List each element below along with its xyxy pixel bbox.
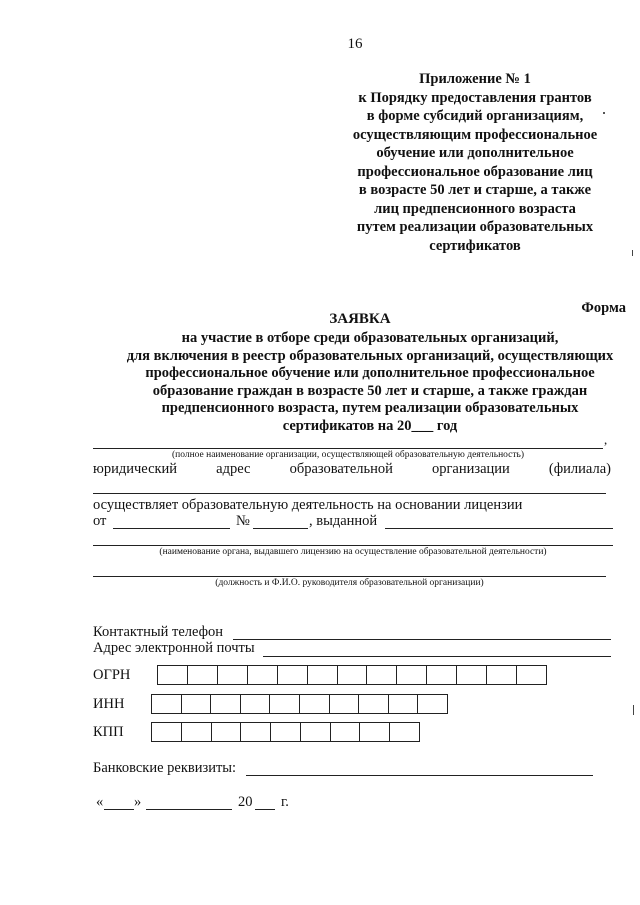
org-name-caption: (полное наименование организации, осуществляющей образовательную деятельность) [171,450,525,460]
email-field[interactable] [263,641,611,657]
subtitle-line: профессиональное обучение или дополнительное профессиональное [145,365,595,381]
document-subtitle [70,330,640,435]
ogrn-cell[interactable] [367,666,397,684]
phone-field[interactable] [233,624,611,640]
scan-speck [603,112,605,114]
inn-cell[interactable] [211,695,241,713]
license-number-field[interactable] [253,513,308,529]
ogrn-cell[interactable] [338,666,368,684]
appendix-line: Приложение № 1 [419,71,531,87]
appendix-line: путем реализации образовательных [356,219,594,235]
form-label: Форма [581,300,626,316]
scan-speck [633,705,634,715]
license-text: осуществляет образовательную деятельность на основании лицензии [93,497,523,513]
page-number: 16 [347,36,363,52]
appendix-line: в форме субсидий организациям, [366,108,584,124]
license-issuer-caption: (наименование органа, выдавшего лицензию на осуществление образовательной деятельности) [159,547,547,557]
ogrn-cell[interactable] [308,666,338,684]
appendix-line: осуществляющим профессиональное [352,126,598,143]
document-title: ЗАЯВКА [329,311,391,327]
ogrn-cell[interactable] [397,666,427,684]
kpp-cell[interactable] [360,723,390,741]
legal-address-row [93,461,611,478]
inn-cell[interactable] [418,695,447,713]
inn-cell[interactable] [182,695,212,713]
bank-field[interactable] [246,760,593,776]
date-quote-open: « [96,794,104,810]
inn-label: ИНН [93,696,125,712]
subtitle-line: предпенсионного возраста, путем реализации образовательных [161,400,579,416]
subtitle-line: образование граждан в возрасте 50 лет и старше, а также граждан [152,382,588,399]
kpp-cell[interactable] [390,723,419,741]
ogrn-cell[interactable] [278,666,308,684]
kpp-cell[interactable] [301,723,331,741]
kpp-cells[interactable] [151,722,420,742]
license-number-label: № [236,513,250,529]
date-year-field[interactable] [255,794,275,810]
appendix-line: обучение или дополнительное [376,145,574,161]
ogrn-label: ОГРН [93,667,131,683]
bank-label: Банковские реквизиты: [93,760,237,776]
ogrn-cell[interactable] [248,666,278,684]
kpp-cell[interactable] [152,723,182,741]
legal-address-word: (филиала) [548,461,611,477]
ogrn-cell[interactable] [517,666,546,684]
org-name-field[interactable] [93,434,603,449]
kpp-cell[interactable] [182,723,212,741]
date-suffix: г. [281,794,289,810]
legal-address-word: образовательной [289,461,393,477]
inn-cell[interactable] [300,695,330,713]
phone-label: Контактный телефон [93,624,224,640]
head-field[interactable] [93,562,606,577]
ogrn-cell[interactable] [158,666,188,684]
appendix-line: к Порядку предоставления грантов [358,89,592,106]
inn-cells[interactable] [151,694,448,714]
subtitle-line: на участие в отборе среди образовательных организаций, [181,330,559,346]
kpp-cell[interactable] [331,723,361,741]
legal-address-word: юридический [93,461,178,477]
date-quote-close: » [134,794,142,810]
kpp-label: КПП [93,724,124,740]
inn-cell[interactable] [359,695,389,713]
date-year-prefix: 20 [238,794,253,810]
license-issuer-line[interactable] [93,531,613,546]
appendix-line: лиц предпенсионного возраста [374,200,576,217]
license-issued-label: , выданной [309,513,378,529]
scan-speck [632,250,633,256]
inn-cell[interactable] [389,695,419,713]
license-date-field[interactable] [113,513,230,529]
ogrn-cell[interactable] [457,666,487,684]
kpp-cell[interactable] [241,723,271,741]
inn-cell[interactable] [270,695,300,713]
subtitle-line: сертификатов на 20___ год [282,417,458,434]
ogrn-cell[interactable] [218,666,248,684]
kpp-cell[interactable] [271,723,301,741]
kpp-cell[interactable] [212,723,242,741]
legal-address-word: организации [431,461,510,477]
legal-address-field[interactable] [93,479,606,494]
license-issuer-field[interactable] [385,513,613,529]
date-row [96,794,306,812]
inn-cell[interactable] [330,695,360,713]
ogrn-cell[interactable] [188,666,218,684]
date-month-field[interactable] [146,794,232,810]
email-label: Адрес электронной почты [93,640,255,656]
appendix-header [330,70,620,255]
appendix-line: профессиональное образование лиц [357,163,593,180]
legal-address-word: адрес [216,461,251,477]
ogrn-cell[interactable] [487,666,517,684]
date-day-field[interactable] [104,794,134,810]
ogrn-cells[interactable] [157,665,547,685]
org-name-comma: , [604,432,608,447]
inn-cell[interactable] [152,695,182,713]
subtitle-line: для включения в реестр образовательных организаций, осуществляющих [126,347,614,364]
appendix-line: в возрасте 50 лет и старше, а также [358,182,592,198]
appendix-line: сертификатов [429,237,521,254]
license-from-label: от [93,513,107,529]
ogrn-cell[interactable] [427,666,457,684]
head-caption: (должность и Ф.И.О. руководителя образовательной организации) [215,578,484,588]
inn-cell[interactable] [241,695,271,713]
license-row [93,513,613,531]
